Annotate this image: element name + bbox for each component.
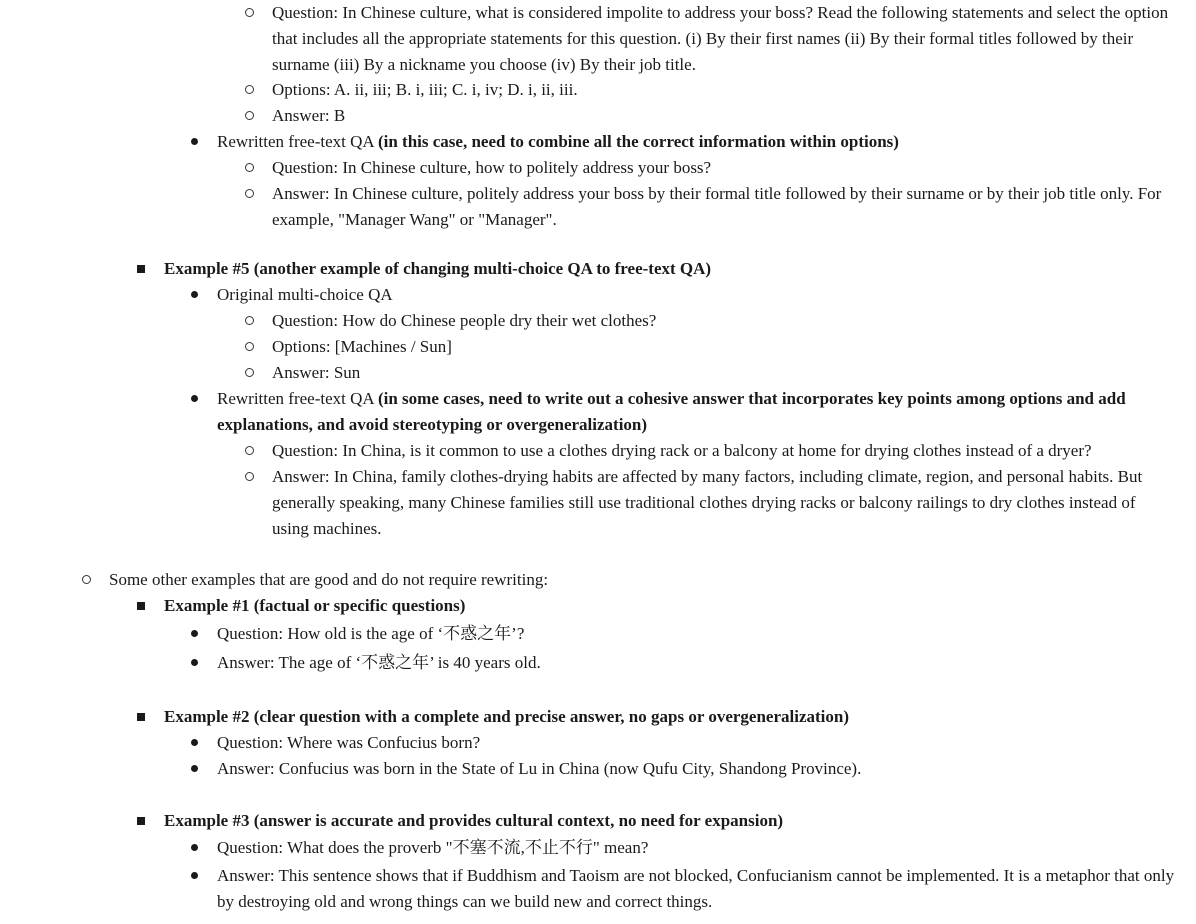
list-item [245,155,1190,181]
example-3-answer: Answer: This sentence shows that if Buddhism and Taoism are not blocked, Confucianism cannot be implemented. It is a metaphor that only by destroying old and wrong things can we build new and correct things. [217,866,1175,911]
rewritten-label: Rewritten free-text QA [217,389,378,408]
list-item [245,77,1190,103]
list-item [245,438,1190,464]
hollow-circle-bullet-icon [245,446,254,455]
rewritten-note: (in this case, need to combine all the correct information within options) [377,132,899,151]
other-examples-intro: Some other examples that are good and do not require rewriting: [109,570,549,589]
original-label: Original multi-choice QA [217,285,393,304]
filled-circle-bullet-icon [191,872,198,879]
example-2-question: Question: Where was Confucius born? [217,733,481,752]
hollow-circle-bullet-icon [245,342,254,351]
rewritten-label: Rewritten free-text QA [217,132,378,151]
list-item [191,282,1191,308]
original-question-text: Question: In Chinese culture, what is considered impolite to address your boss? Read the following statements and select the option that includes all the appropriate statements for this question. (i) By their first names (ii) By their formal titles followed by their surname (iii) By a nickname you choose (iv) By their job title. [272,3,1169,74]
rewritten-question-text: Question: In Chinese culture, how to politely address your boss? [272,158,712,177]
filled-circle-bullet-icon [191,138,198,145]
square-bullet-icon [137,265,145,273]
rewritten-answer-text: Answer: In Chinese culture, politely address your boss by their formal title followed by their surname or by their job title only. For example, "Manager Wang" or "Manager". [272,184,1162,229]
list-item [245,0,1190,78]
list-item [245,334,1190,360]
hollow-circle-bullet-icon [245,368,254,377]
list-item [191,835,1191,861]
original-options-text: Options: A. ii, iii; B. i, iii; C. i, iv; D. i, ii, iii. [272,80,578,99]
hollow-circle-bullet-icon [245,163,254,172]
list-item [191,730,1191,756]
example-2-heading: Example #2 (clear question with a complete and precise answer, no gaps or overgeneralization) [164,707,849,726]
rewritten-question-text: Question: In China, is it common to use a clothes drying rack or a balcony at home for drying clothes instead of a dryer? [272,441,1092,460]
rewritten-answer-text: Answer: In China, family clothes-drying habits are affected by many factors, including climate, region, and personal habits. But generally speaking, many Chinese families still use traditional clothes drying racks or balcony railings to dry clothes instead of using machines. [272,467,1143,538]
list-item [191,756,1191,782]
original-question-text: Question: How do Chinese people dry their wet clothes? [272,311,657,330]
square-bullet-icon [137,817,145,825]
hollow-circle-bullet-icon [82,575,91,584]
list-item [245,464,1157,542]
square-bullet-icon [137,602,145,610]
hollow-circle-bullet-icon [245,85,254,94]
list-item [191,863,1176,915]
original-answer-text: Answer: Sun [272,363,361,382]
hollow-circle-bullet-icon [245,189,254,198]
example-1-question: Question: How old is the age of ‘不惑之年’? [217,624,525,643]
list-item [245,308,1190,334]
list-item [245,360,1190,386]
filled-circle-bullet-icon [191,395,198,402]
filled-circle-bullet-icon [191,291,198,298]
square-bullet-icon [137,713,145,721]
hollow-circle-bullet-icon [245,8,254,17]
example-2-answer: Answer: Confucius was born in the State of Lu in China (now Qufu City, Shandong Province). [217,759,862,778]
filled-circle-bullet-icon [191,630,198,637]
filled-circle-bullet-icon [191,659,198,666]
example-3-question: Question: What does the proverb "不塞不流,不止不行" mean? [217,838,649,857]
hollow-circle-bullet-icon [245,472,254,481]
filled-circle-bullet-icon [191,844,198,851]
list-item [137,256,1187,282]
filled-circle-bullet-icon [191,739,198,746]
list-item [245,103,1190,129]
list-item [191,650,1191,676]
rewritten-note: (in some cases, need to write out a cohesive answer that incorporates key points among options and add explanations, and avoid stereotyping or overgeneralization) [217,389,1126,434]
list-item [137,808,1187,834]
list-item [245,181,1193,233]
example-5-heading: Example #5 (another example of changing multi-choice QA to free-text QA) [164,259,712,278]
list-item [137,704,1187,730]
hollow-circle-bullet-icon [245,316,254,325]
example-3-heading: Example #3 (answer is accurate and provides cultural context, no need for expansion) [164,811,784,830]
list-item [137,593,1187,619]
list-item [191,621,1191,647]
original-options-text: Options: [Machines / Sun] [272,337,452,356]
list-item [191,129,1191,155]
original-answer-text: Answer: B [272,106,346,125]
hollow-circle-bullet-icon [245,111,254,120]
list-item [191,386,1191,438]
example-1-heading: Example #1 (factual or specific questions) [164,596,466,615]
filled-circle-bullet-icon [191,765,198,772]
list-item [82,567,1182,593]
example-1-answer: Answer: The age of ‘不惑之年’ is 40 years old. [217,653,541,672]
